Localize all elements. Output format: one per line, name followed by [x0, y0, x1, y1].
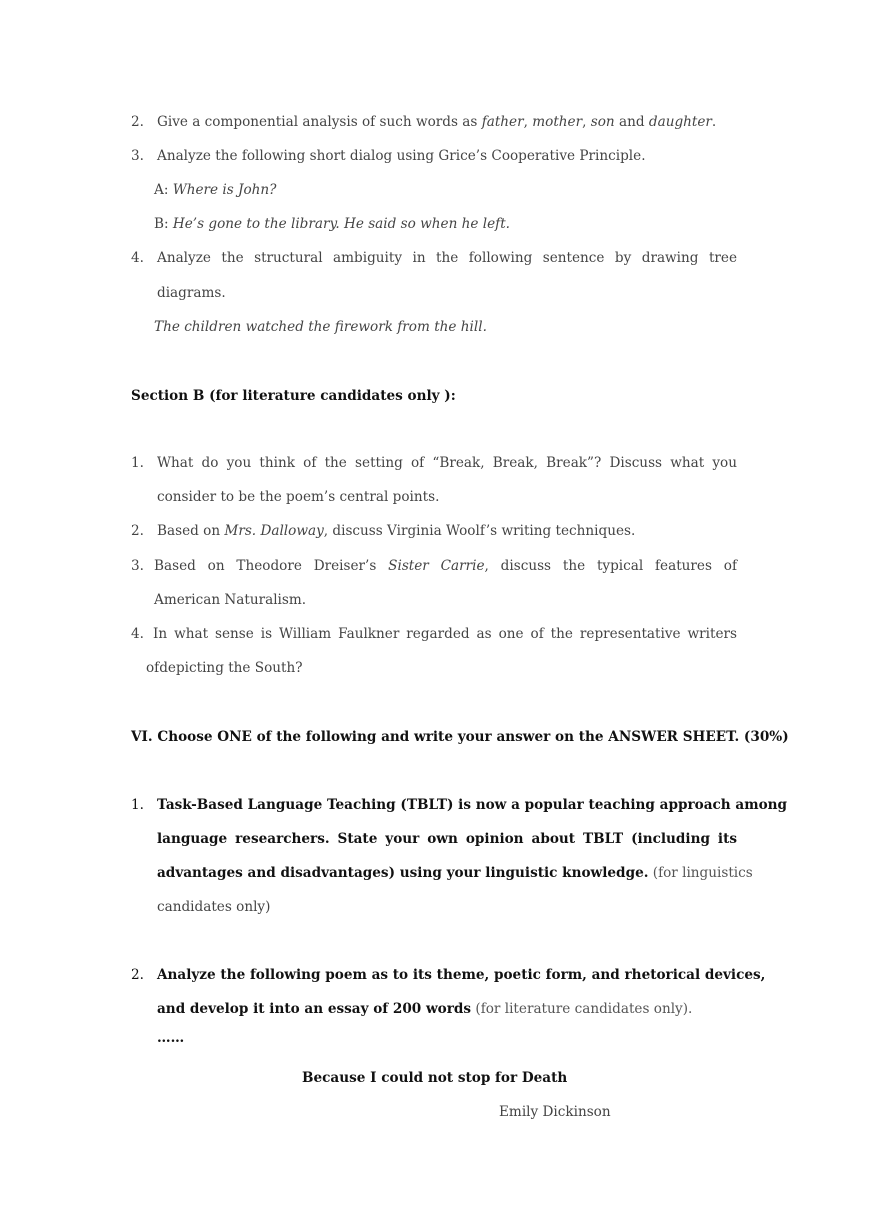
dialog-line-a: A: Where is John?: [154, 182, 277, 198]
question-b2: Based on Mrs. Dalloway, discuss Virginia Woolf’s writing techniques.: [157, 523, 636, 539]
essay-q1-line3: advantages and disadvantages) using your linguistic knowledge. (for linguistics: [157, 865, 753, 881]
section-vi-heading: VI. Choose ONE of the following and write your answer on the ANSWER SHEET. (30%): [131, 729, 789, 745]
question-b1-line2: consider to be the poem’s central points.: [157, 489, 440, 505]
question-b4-line1: In what sense is William Faulkner regarded as one of the representative writers: [153, 626, 737, 642]
dialog-line-b: B: He’s gone to the library. He said so when he left.: [154, 216, 510, 232]
question-b4-line2: ofdepicting the South?: [146, 660, 303, 676]
essay-q1-line1: Task-Based Language Teaching (TBLT) is now a popular teaching approach among: [157, 797, 788, 813]
question-a2: Give a componential analysis of such words as father, mother, son and daughter.: [157, 114, 717, 130]
poem-title: Because I could not stop for Death: [302, 1070, 568, 1086]
question-b1-line1: What do you think of the setting of “Break, Break, Break”? Discuss what you: [157, 455, 737, 471]
section-b-heading: Section B (for literature candidates only ):: [131, 388, 456, 404]
question-number: 3.: [131, 558, 144, 574]
question-a4-line1: Analyze the structural ambiguity in the following sentence by drawing tree: [157, 250, 737, 266]
essay-q1-line4: candidates only): [157, 899, 271, 915]
question-number: 3.: [131, 148, 144, 164]
ellipsis: ……: [157, 1030, 185, 1046]
question-number: 4.: [131, 250, 144, 266]
question-number: 1.: [131, 797, 144, 813]
question-number: 2.: [131, 114, 144, 130]
question-a4-line2: diagrams.: [157, 285, 226, 301]
question-b3-line1: Based on Theodore Dreiser’s Sister Carrie, discuss the typical features of: [154, 558, 737, 574]
question-number: 2.: [131, 523, 144, 539]
question-a3: Analyze the following short dialog using Grice’s Cooperative Principle.: [157, 148, 646, 164]
poem-author: Emily Dickinson: [499, 1104, 611, 1120]
question-number: 1.: [131, 455, 144, 471]
question-number: 2.: [131, 967, 144, 983]
question-b3-line2: American Naturalism.: [154, 592, 307, 608]
essay-q2-line1: Analyze the following poem as to its theme, poetic form, and rhetorical devices,: [157, 967, 766, 983]
essay-q1-line2: language researchers. State your own opinion about TBLT (including its: [157, 831, 737, 847]
example-sentence: The children watched the firework from the hill.: [154, 319, 487, 335]
essay-q2-line2: and develop it into an essay of 200 words (for literature candidates only).: [157, 1001, 693, 1017]
question-number: 4.: [131, 626, 144, 642]
